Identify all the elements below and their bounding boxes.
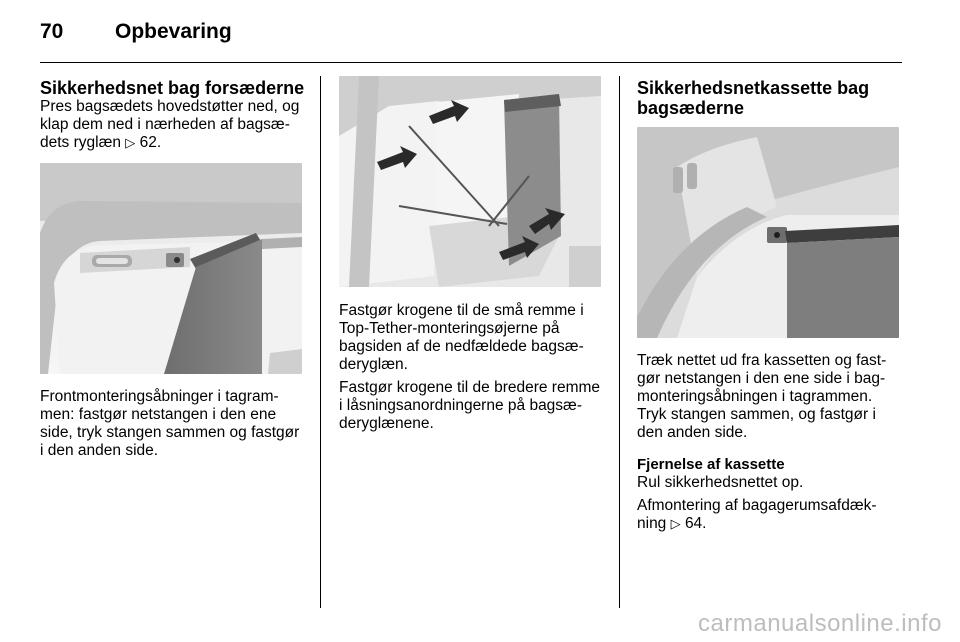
roof-frame-mounting-illustration: [40, 163, 302, 374]
page-ref: 62.: [139, 134, 162, 151]
section-heading: Sikkerhedsnetkassette bag bagsæderne: [637, 78, 870, 118]
page-ref-icon: ▷: [125, 135, 136, 150]
chapter-title: Opbevaring: [115, 20, 232, 43]
column-divider: [619, 76, 620, 608]
section-heading: Sikkerhedsnet bag forsæderne: [40, 78, 305, 98]
header-rule: [40, 62, 902, 63]
page-ref: 64.: [684, 515, 707, 532]
middle-column: [339, 302, 611, 433]
right-paragraph-2: Rul sikkerhedsnettet op.: [637, 474, 804, 491]
left-caption: [40, 388, 308, 460]
caption-paragraph: Frontmonteringsåbninger i tagram- men: fastgør netstangen i den ene side, tryk stangen sammen og fastgør i den anden side.: [40, 388, 300, 459]
right-paragraph-1: Træk nettet ud fra kassetten og fast- gør netstangen i den ene side i bag- monteringsåbningen i tagrammen. Tryk stangen sammen, og fastgør i den anden side.: [637, 352, 887, 441]
watermark: carmanualsonline.info: [698, 610, 942, 637]
right-heading-block: [637, 78, 907, 118]
middle-paragraph-2: Fastgør krogene til de bredere remme i låsningsanordningerne på bagsæ- deryglænene.: [339, 379, 601, 432]
column-divider: [320, 76, 321, 608]
page-number: 70: [40, 20, 64, 43]
intro-paragraph: Pres bagsædets hovedstøtter ned, og klap dem ned i nærheden af bagsæ- dets ryglæn ▷ 62.: [40, 98, 300, 151]
left-column: [40, 78, 308, 152]
cassette-illustration: [637, 127, 899, 338]
top-tether-mounting-illustration: [339, 76, 601, 287]
middle-paragraph-1: Fastgør krogene til de små remme i Top-Tether-monteringsøjerne på bagsiden af de nedfældede bagsæ- deryglæn.: [339, 302, 584, 373]
right-column: [637, 352, 905, 533]
page-ref-icon: ▷: [670, 516, 681, 531]
right-paragraph-3: Afmontering af bagagerumsafdæk- ning ▷ 64.: [637, 497, 877, 532]
subheading: Fjernelse af kassette: [637, 456, 785, 473]
